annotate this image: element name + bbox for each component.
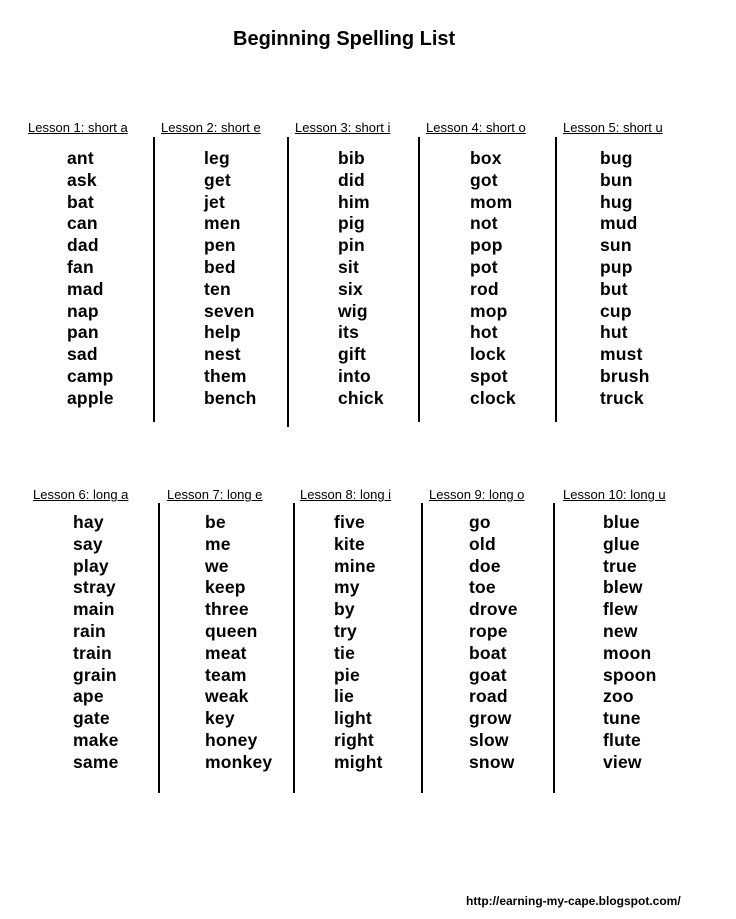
spelling-word: its <box>338 322 360 343</box>
spelling-word: meat <box>205 642 247 663</box>
column-divider <box>153 137 155 422</box>
spelling-word: keep <box>205 577 246 598</box>
spelling-word: road <box>469 686 508 707</box>
spelling-word: glue <box>603 533 640 554</box>
spelling-word: spot <box>470 365 508 386</box>
spelling-word: goat <box>469 664 507 685</box>
word-list <box>470 148 516 410</box>
lesson-header: Lesson 8: long i <box>300 487 392 502</box>
spelling-word: mop <box>470 300 508 321</box>
word-list <box>204 148 257 410</box>
spelling-word: be <box>205 512 226 532</box>
spelling-word: wig <box>338 300 368 321</box>
spelling-word: blue <box>603 512 640 532</box>
word-list <box>338 148 384 410</box>
spelling-word: can <box>67 213 98 234</box>
spelling-word: leg <box>204 148 230 168</box>
spelling-word: drove <box>469 599 518 620</box>
lesson-header: Lesson 10: long u <box>563 487 666 502</box>
spelling-word: but <box>600 278 628 299</box>
column-divider <box>287 137 289 427</box>
spelling-word: five <box>334 512 365 532</box>
spelling-word: pen <box>204 235 236 256</box>
spelling-word: light <box>334 708 372 729</box>
column-divider <box>293 503 295 793</box>
spelling-word: make <box>73 729 119 750</box>
column-divider <box>421 503 423 793</box>
spelling-word: clock <box>470 387 516 408</box>
spelling-word: key <box>205 708 235 729</box>
spelling-word: we <box>205 555 229 576</box>
spelling-word: go <box>469 512 491 532</box>
lesson-header: Lesson 3: short i <box>295 120 391 135</box>
spelling-word: pin <box>338 235 365 256</box>
word-list <box>67 148 114 410</box>
spelling-word: lock <box>470 344 506 365</box>
spelling-word: fan <box>67 256 94 277</box>
spelling-word: hay <box>73 512 104 532</box>
spelling-word: mine <box>334 555 376 576</box>
spelling-word: sun <box>600 235 632 256</box>
spelling-word: ask <box>67 169 97 190</box>
spelling-word: lie <box>334 686 355 707</box>
spelling-word: honey <box>205 729 258 750</box>
spelling-word: bib <box>338 148 365 168</box>
spelling-word: grain <box>73 664 117 685</box>
spelling-word: pig <box>338 213 365 234</box>
spelling-word: gift <box>338 344 367 365</box>
spelling-word: truck <box>600 387 644 408</box>
lesson-header: Lesson 7: long e <box>167 487 263 502</box>
spelling-word: my <box>334 577 360 598</box>
spelling-word: team <box>205 664 247 685</box>
spelling-word: hut <box>600 322 628 343</box>
spelling-word: me <box>205 533 231 554</box>
spelling-word: moon <box>603 642 652 663</box>
spelling-word: apple <box>67 387 114 408</box>
spelling-word: stray <box>73 577 116 598</box>
spelling-word: try <box>334 620 357 641</box>
spelling-word: jet <box>204 191 226 212</box>
spelling-word: spoon <box>603 664 657 685</box>
spelling-word: might <box>334 751 383 772</box>
spelling-word: not <box>470 213 498 234</box>
lesson-header: Lesson 1: short a <box>28 120 128 135</box>
column-divider <box>555 137 557 422</box>
spelling-word: seven <box>204 300 255 321</box>
column-divider <box>553 503 555 793</box>
spelling-word: by <box>334 599 355 620</box>
spelling-word: brush <box>600 365 650 386</box>
lesson-header: Lesson 2: short e <box>161 120 261 135</box>
word-list <box>205 512 272 774</box>
spelling-word: ant <box>67 148 94 168</box>
spelling-word: rope <box>469 620 508 641</box>
spelling-word: pop <box>470 235 503 256</box>
spelling-word: train <box>73 642 112 663</box>
spelling-word: mud <box>600 213 638 234</box>
lesson-header: Lesson 5: short u <box>563 120 663 135</box>
spelling-word: say <box>73 533 103 554</box>
spelling-word: rain <box>73 620 106 641</box>
spelling-word: nest <box>204 344 241 365</box>
word-list <box>603 512 657 774</box>
spelling-word: sit <box>338 256 360 277</box>
spelling-word: pan <box>67 322 99 343</box>
spelling-word: pup <box>600 256 633 277</box>
lesson-header: Lesson 6: long a <box>33 487 129 502</box>
word-list <box>600 148 650 410</box>
spelling-word: get <box>204 169 231 190</box>
spelling-word: toe <box>469 577 496 598</box>
spelling-word: rod <box>470 278 499 299</box>
spelling-word: mad <box>67 278 104 299</box>
spelling-word: help <box>204 322 241 343</box>
spelling-word: them <box>204 365 247 386</box>
spelling-word: main <box>73 599 115 620</box>
spelling-word: chick <box>338 387 384 408</box>
spelling-word: men <box>204 213 241 234</box>
spelling-word: flute <box>603 729 641 750</box>
spelling-word: true <box>603 555 637 576</box>
spelling-word: hug <box>600 191 633 212</box>
spelling-word: ten <box>204 278 231 299</box>
footer-url: http://earning-my-cape.blogspot.com/ <box>466 894 681 908</box>
spelling-word: camp <box>67 365 114 386</box>
word-list <box>73 512 119 774</box>
spelling-word: weak <box>205 686 249 707</box>
spelling-word: box <box>470 148 502 168</box>
spelling-word: bed <box>204 256 236 277</box>
spelling-word: pie <box>334 664 360 685</box>
spelling-word: three <box>205 599 249 620</box>
spelling-word: bug <box>600 148 633 168</box>
spelling-word: pot <box>470 256 498 277</box>
spelling-word: monkey <box>205 751 273 772</box>
spelling-word: doe <box>469 555 501 576</box>
lesson-header: Lesson 4: short o <box>426 120 526 135</box>
spelling-word: into <box>338 365 371 386</box>
word-list <box>469 512 518 774</box>
column-divider <box>418 137 420 422</box>
spelling-word: tie <box>334 642 356 663</box>
spelling-word: sad <box>67 344 98 365</box>
spelling-word: blew <box>603 577 643 598</box>
spelling-word: boat <box>469 642 507 663</box>
spelling-word: got <box>470 169 498 190</box>
spelling-word: him <box>338 191 370 212</box>
spelling-word: mom <box>470 191 513 212</box>
spelling-word: nap <box>67 300 99 321</box>
spelling-word: snow <box>469 751 515 772</box>
spelling-word: tune <box>603 708 641 729</box>
spelling-word: slow <box>469 729 509 750</box>
page-title: Beginning Spelling List <box>233 28 456 50</box>
spelling-word: old <box>469 533 496 554</box>
spelling-word: play <box>73 555 109 576</box>
spelling-word: did <box>338 169 365 190</box>
spelling-word: queen <box>205 620 258 641</box>
spelling-word: dad <box>67 235 99 256</box>
spelling-word: same <box>73 751 119 772</box>
spelling-word: right <box>334 729 374 750</box>
spelling-word: grow <box>469 708 512 729</box>
spelling-word: new <box>603 620 638 641</box>
spelling-word: zoo <box>603 686 634 707</box>
spelling-word: bun <box>600 169 633 190</box>
spelling-word: bat <box>67 191 94 212</box>
spelling-word: six <box>338 278 363 299</box>
spelling-word: gate <box>73 708 110 729</box>
spelling-word: flew <box>603 599 638 620</box>
spelling-word: hot <box>470 322 498 343</box>
spelling-word: ape <box>73 686 104 707</box>
spelling-word: cup <box>600 300 632 321</box>
spelling-word: must <box>600 344 643 365</box>
lesson-header: Lesson 9: long o <box>429 487 525 502</box>
spelling-word: view <box>603 751 642 772</box>
spelling-word: kite <box>334 533 365 554</box>
word-list <box>334 512 383 774</box>
spelling-word: bench <box>204 387 257 408</box>
column-divider <box>158 503 160 793</box>
